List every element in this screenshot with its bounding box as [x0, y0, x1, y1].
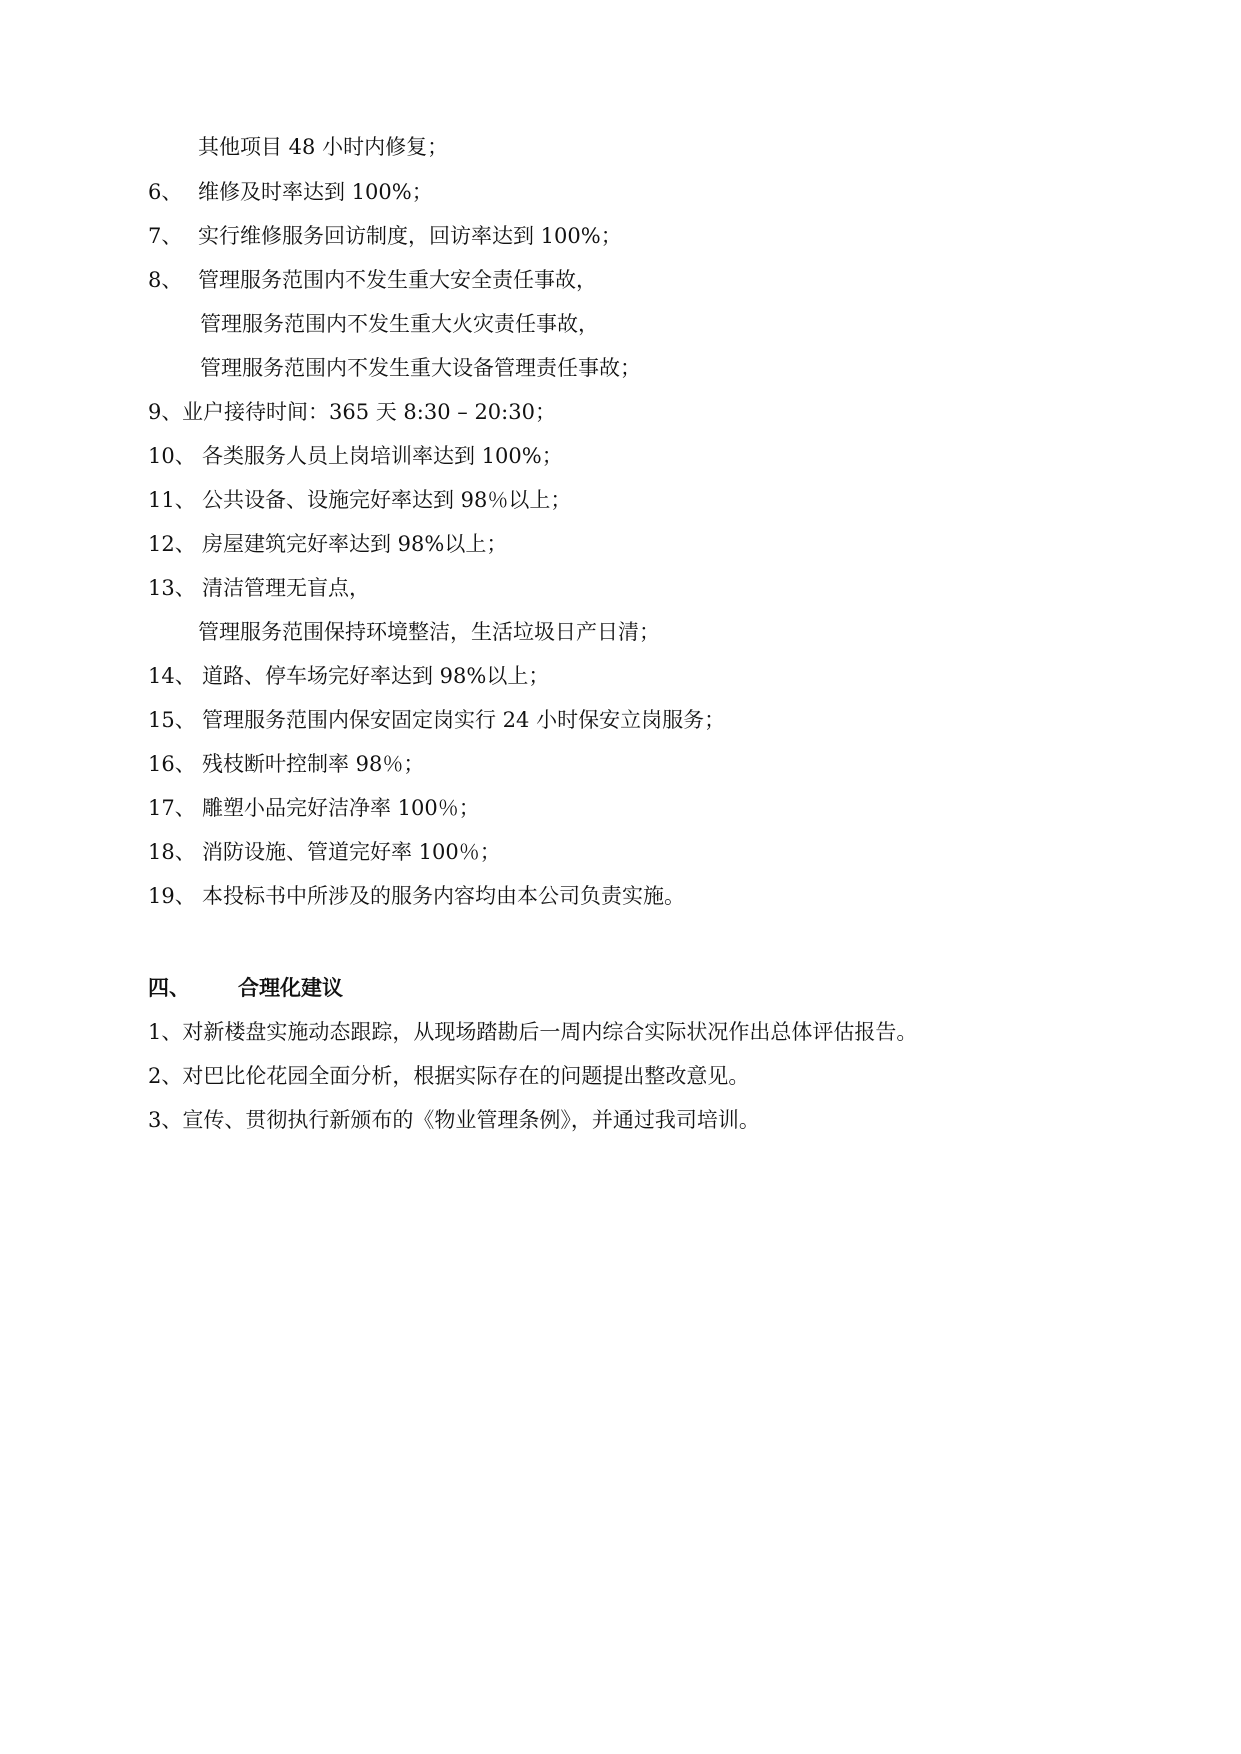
suggestion-text: 2、对巴比伦花园全面分析，根据实际存在的问题提出整改意见。 — [148, 1064, 750, 1088]
list-item-number: 7、 — [148, 224, 183, 248]
list-item-text: 实行维修服务回访制度，回访率达到 100%； — [198, 224, 622, 248]
list-item-text: 管理服务范围内不发生重大设备管理责任事故； — [200, 356, 641, 380]
list-item-text: 本投标书中所涉及的服务内容均由本公司负责实施。 — [202, 884, 685, 908]
list-item-text: 道路、停车场完好率达到 98%以上； — [202, 664, 550, 688]
list-item-number: 19、 — [148, 884, 196, 908]
list-item-text: 清洁管理无盲点， — [202, 576, 370, 600]
list-item-text: 其他项目 48 小时内修复； — [198, 135, 449, 159]
list-item-text: 各类服务人员上岗培训率达到 100%； — [202, 444, 563, 468]
list-item-text: 管理服务范围内不发生重大火灾责任事故， — [200, 312, 599, 336]
list-item-number: 16、 — [148, 752, 196, 776]
suggestion-text: 3、宣传、贯彻执行新颁布的《物业管理条例》，并通过我司培训。 — [148, 1108, 760, 1132]
list-item-text: 管理服务范围保持环境整洁，生活垃圾日产日清； — [198, 620, 660, 644]
section-number: 四、 — [148, 975, 190, 1000]
list-item-number: 10、 — [148, 444, 196, 468]
list-item-text: 维修及时率达到 100%； — [198, 180, 433, 204]
suggestion-text: 1、对新楼盘实施动态跟踪，从现场踏勘后一周内综合实际状况作出总体评估报告。 — [148, 1020, 918, 1044]
list-item-number: 9、 — [148, 400, 183, 424]
list-item-text: 管理服务范围内保安固定岗实行 24 小时保安立岗服务； — [202, 708, 726, 732]
list-item-number: 6、 — [148, 180, 183, 204]
list-item-text: 雕塑小品完好洁净率 100％； — [202, 796, 480, 820]
section-title: 合理化建议 — [238, 975, 343, 1000]
list-item-text: 房屋建筑完好率达到 98%以上； — [202, 532, 508, 556]
list-item-number: 13、 — [148, 576, 196, 600]
list-item-number: 18、 — [148, 840, 196, 864]
list-item-text: 残枝断叶控制率 98％； — [202, 752, 425, 776]
list-item-text: 管理服务范围内不发生重大安全责任事故， — [198, 268, 597, 292]
list-item-number: 17、 — [148, 796, 196, 820]
list-item-text: 业户接待时间：365 天 8:30 – 20:30； — [182, 400, 556, 424]
list-item-number: 15、 — [148, 708, 196, 732]
list-item-number: 11、 — [148, 488, 196, 512]
list-item-number: 8、 — [148, 268, 183, 292]
list-item-number: 14、 — [148, 664, 196, 688]
list-item-number: 12、 — [148, 532, 196, 556]
list-item-text: 公共设备、设施完好率达到 98％以上； — [202, 488, 572, 512]
list-item-text: 消防设施、管道完好率 100％； — [202, 840, 501, 864]
